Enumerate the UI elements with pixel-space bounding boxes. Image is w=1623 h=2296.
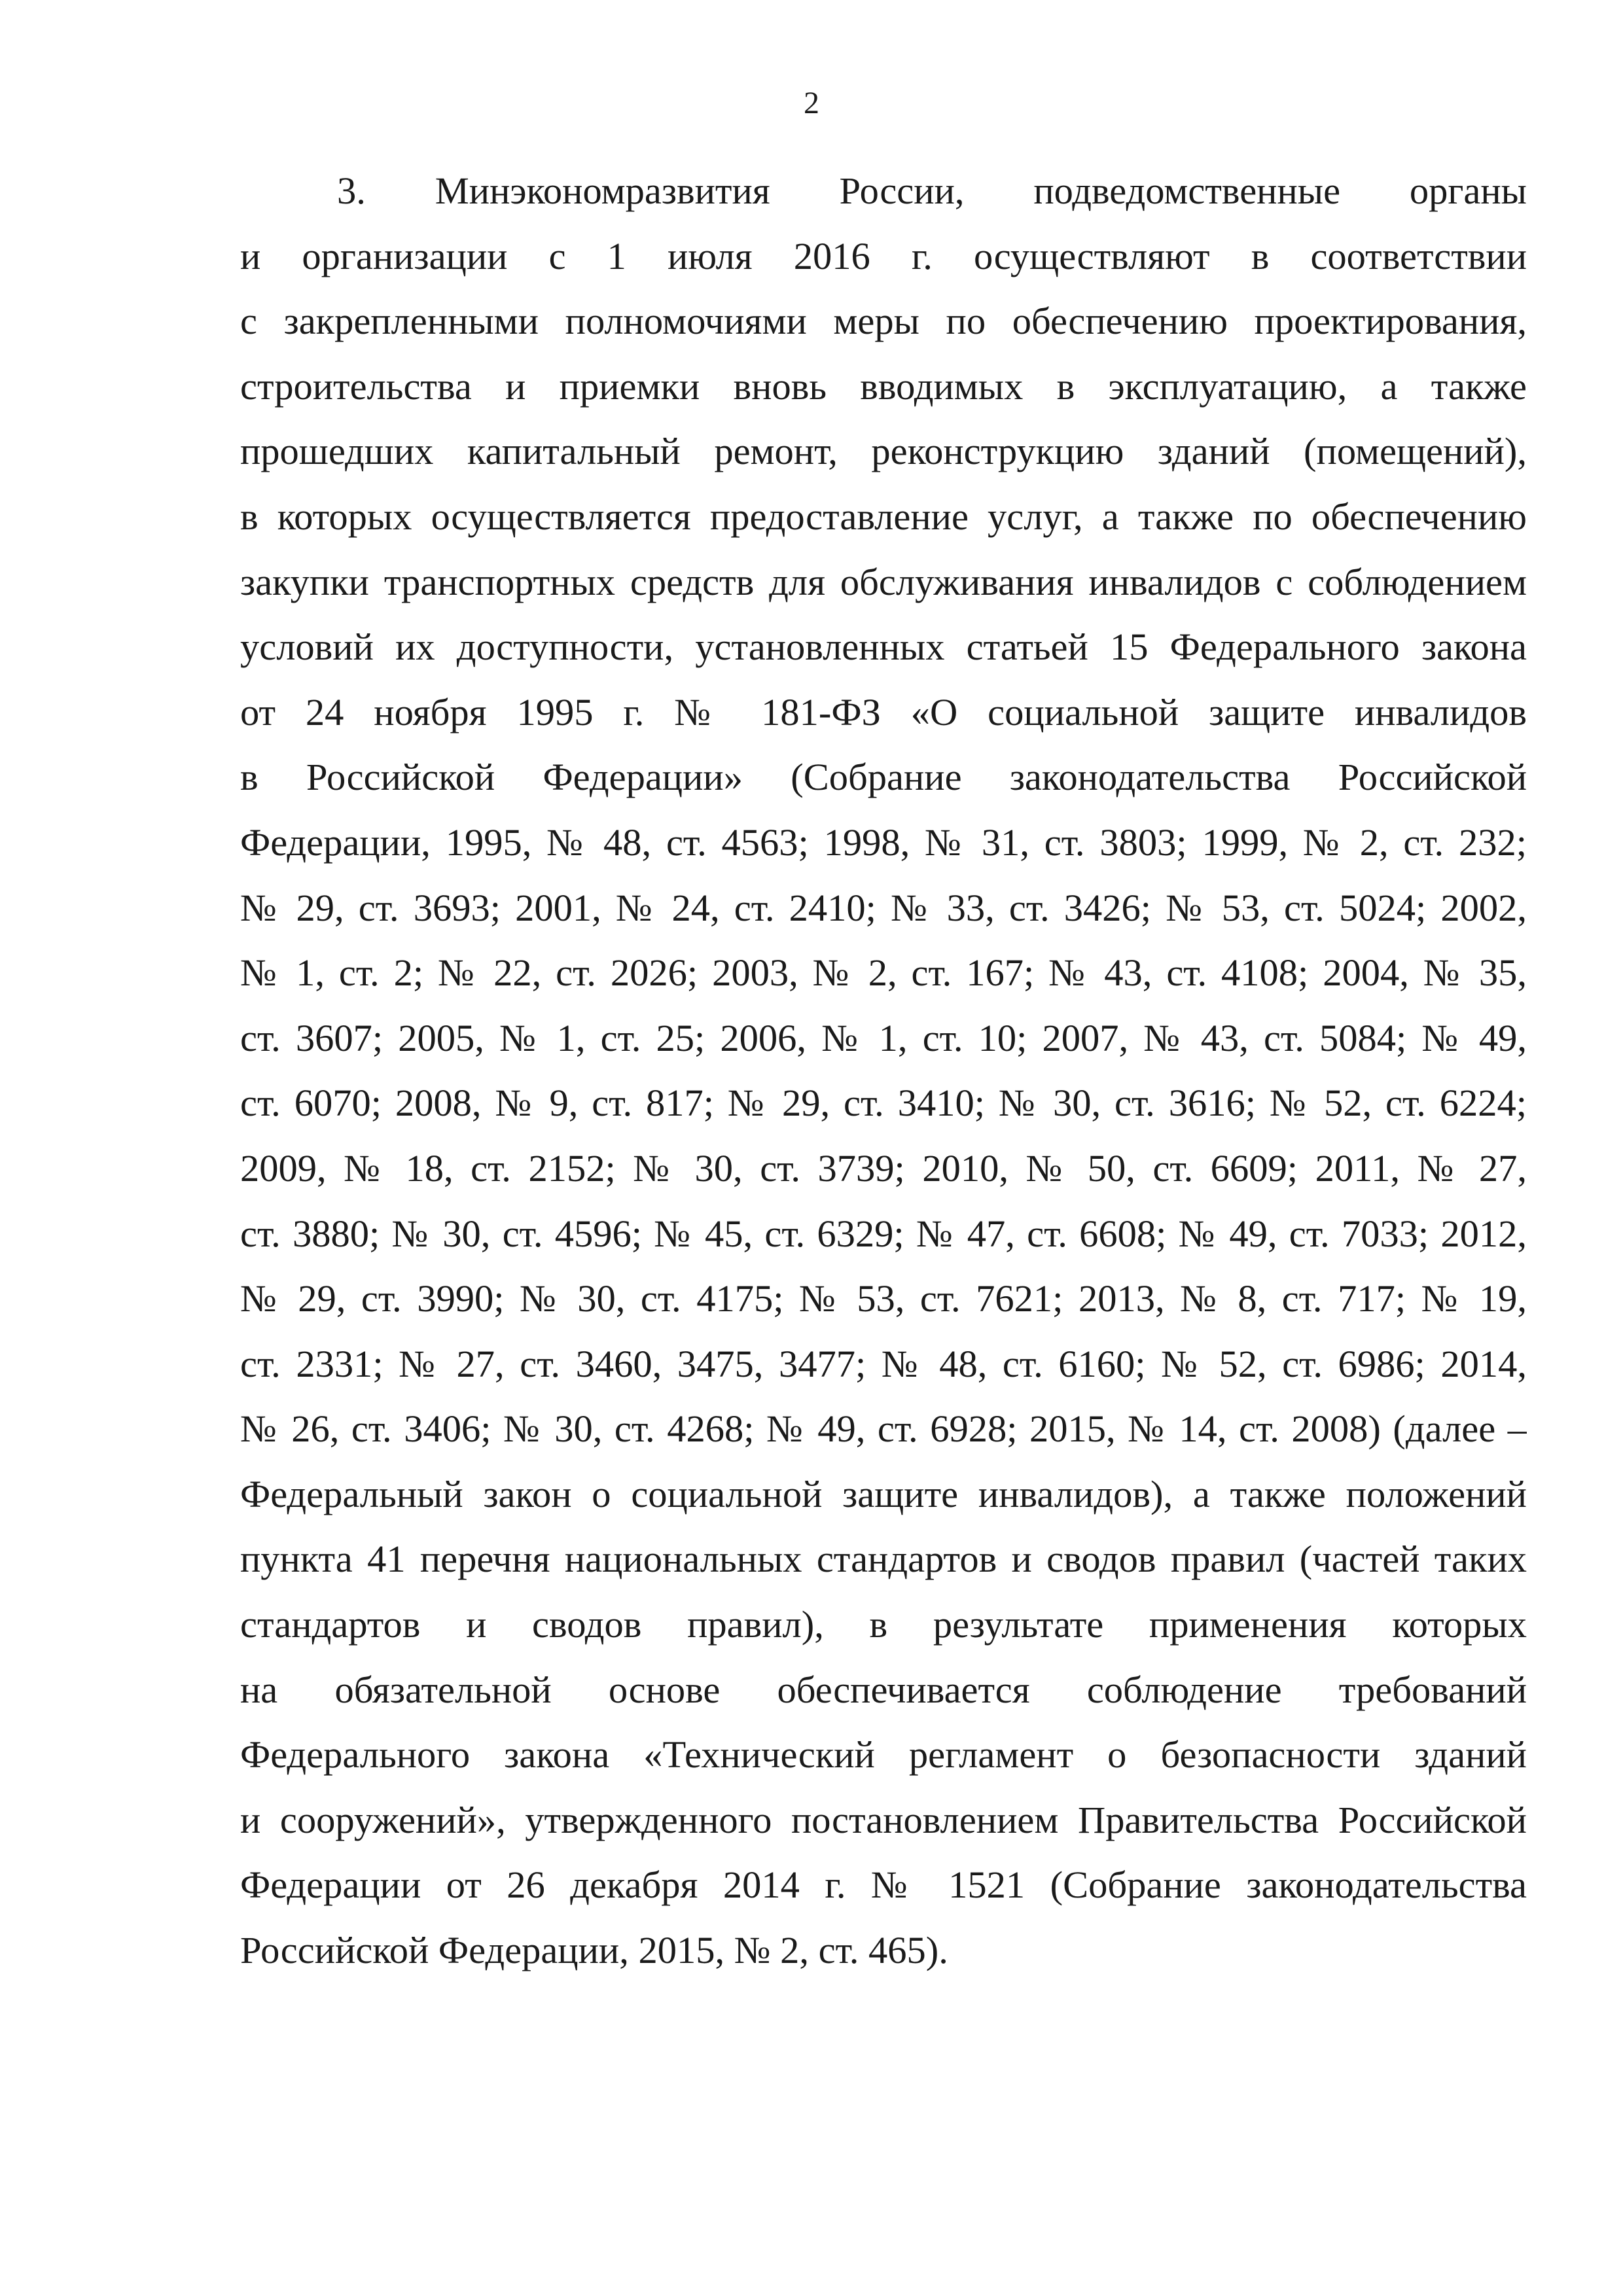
paragraph-line: Федерального закона «Технический регламент о безопасности зданий [240,1733,1527,1776]
paragraph-line: ст. 2331; № 27, ст. 3460, 3475, 3477; № 48, ст. 6160; № 52, ст. 6986; 2014, [240,1342,1527,1385]
paragraph-line: Российской Федерации, 2015, № 2, ст. 465). [240,1929,948,1972]
paragraph-line: на обязательной основе обеспечивается соблюдение требований [240,1668,1527,1711]
paragraph-line: и организации с 1 июля 2016 г. осуществляют в соответствии [240,234,1527,277]
paragraph-line: № 1, ст. 2; № 22, ст. 2026; 2003, № 2, ст. 167; № 43, ст. 4108; 2004, № 35, [240,951,1527,995]
paragraph-line: прошедших капитальный ремонт, реконструкцию зданий (помещений), [240,430,1527,473]
paragraph-line: в которых осуществляется предоставление услуг, а также по обеспечению [240,495,1527,538]
paragraph-line: условий их доступности, установленных статьей 15 Федерального закона [240,626,1527,669]
paragraph-line: и сооружений», утвержденного постановлением Правительства Российской [240,1798,1527,1841]
paragraph-line: Федерации, 1995, № 48, ст. 4563; 1998, № 31, ст. 3803; 1999, № 2, ст. 232; [240,821,1527,864]
paragraph-line: ст. 3880; № 30, ст. 4596; № 45, ст. 6329; № 47, ст. 6608; № 49, ст. 7033; 2012, [240,1212,1527,1255]
paragraph-line: № 29, ст. 3990; № 30, ст. 4175; № 53, ст. 7621; 2013, № 8, ст. 717; № 19, [240,1277,1527,1320]
paragraph-3 [240,158,1527,1983]
paragraph-line: № 29, ст. 3693; 2001, № 24, ст. 2410; № 33, ст. 3426; № 53, ст. 5024; 2002, [240,886,1527,929]
paragraph-line: закупки транспортных средств для обслуживания инвалидов с соблюдением [240,560,1527,603]
paragraph-line: Федерации от 26 декабря 2014 г. № 1521 (Собрание законодательства [240,1863,1527,1907]
paragraph-line: Федеральный закон о социальной защите инвалидов), а также положений [240,1472,1527,1515]
paragraph-line: ст. 6070; 2008, № 9, ст. 817; № 29, ст. 3410; № 30, ст. 3616; № 52, ст. 6224; [240,1082,1527,1125]
paragraph-line: 3. Минэкономразвития России, подведомственные органы [337,169,1527,212]
paragraph-line: пункта 41 перечня национальных стандартов и сводов правил (частей таких [240,1538,1527,1581]
paragraph-line: № 26, ст. 3406; № 30, ст. 4268; № 49, ст. 6928; 2015, № 14, ст. 2008) (далее – [240,1407,1527,1451]
paragraph-line: в Российской Федерации» (Собрание законодательства Российской [240,756,1527,799]
paragraph-line: строительства и приемки вновь вводимых в эксплуатацию, а также [240,364,1527,408]
page-number: 2 [804,86,819,120]
paragraph-line: от 24 ноября 1995 г. № 181-ФЗ «О социальной защите инвалидов [240,690,1527,733]
paragraph-line: с закрепленными полномочиями меры по обеспечению проектирования, [240,300,1527,343]
paragraph-line: ст. 3607; 2005, № 1, ст. 25; 2006, № 1, ст. 10; 2007, № 43, ст. 5084; № 49, [240,1016,1527,1059]
paragraph-line: 2009, № 18, ст. 2152; № 30, ст. 3739; 2010, № 50, ст. 6609; 2011, № 27, [240,1146,1527,1190]
paragraph-line: стандартов и сводов правил), в результате применения которых [240,1603,1527,1646]
